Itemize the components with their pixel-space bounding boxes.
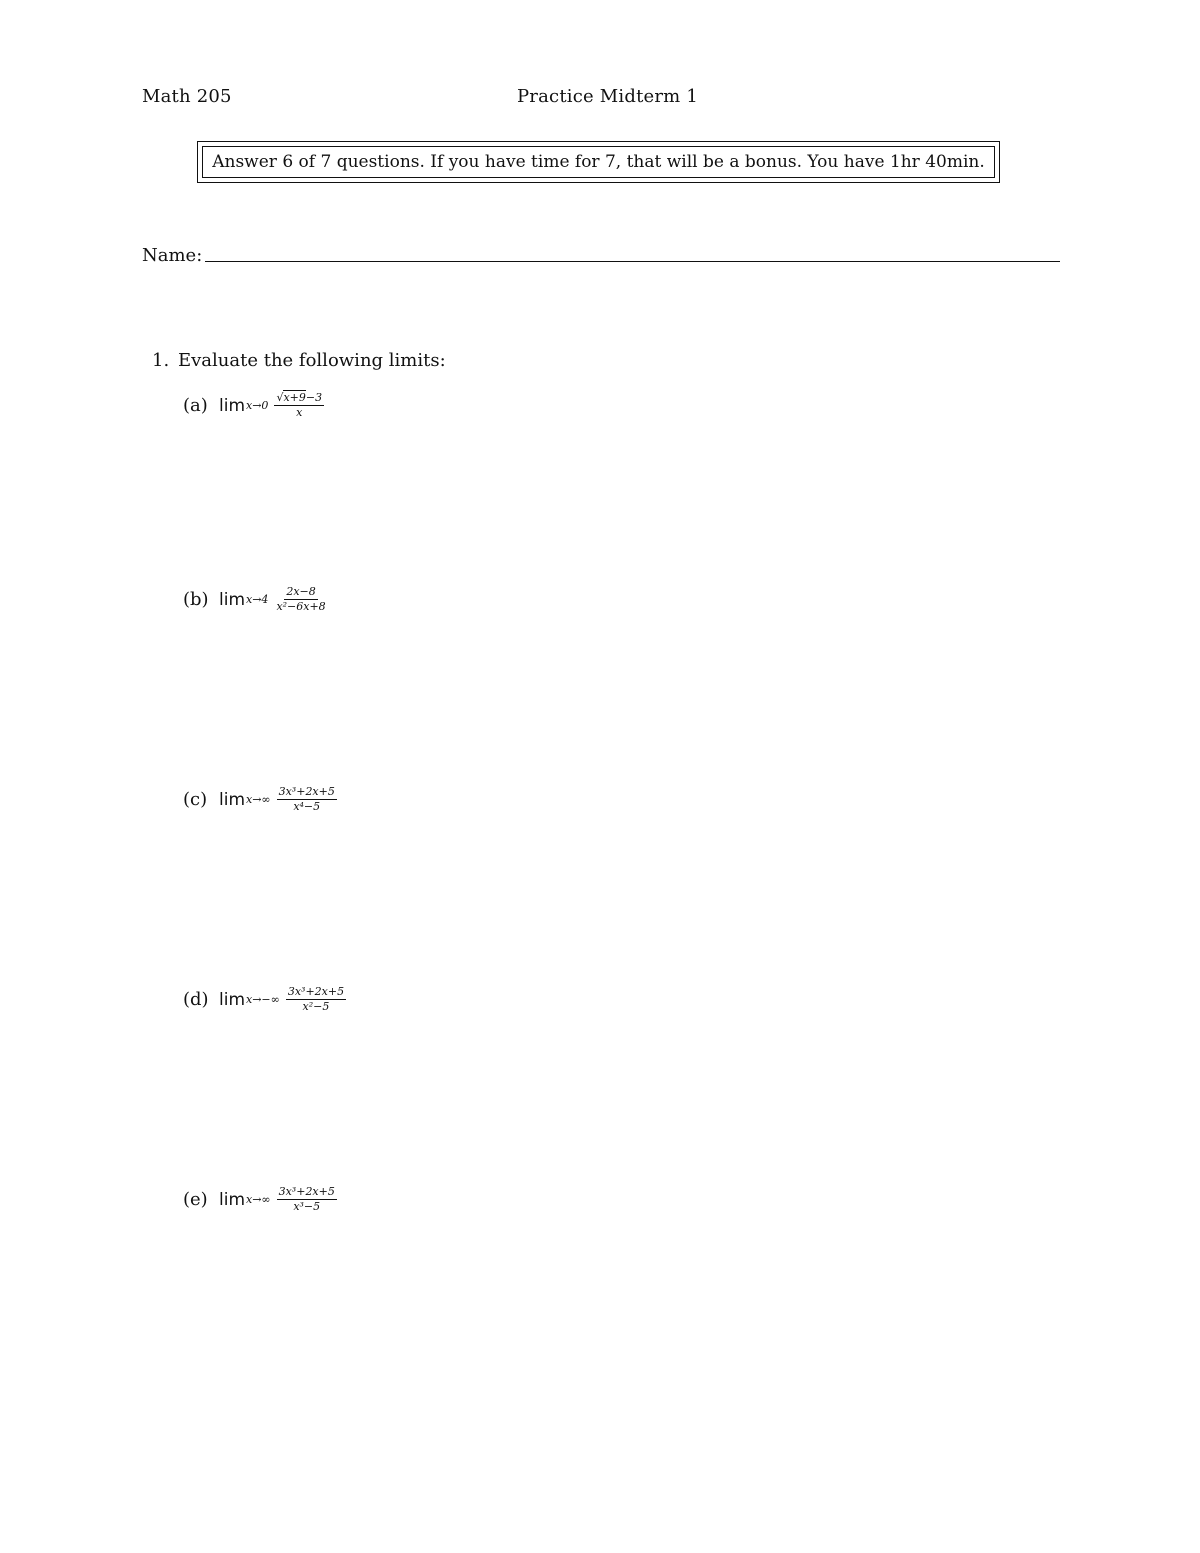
denominator: x²−5 (302, 1000, 330, 1013)
lim-operator: lim (219, 589, 246, 610)
part-e (183, 1186, 337, 1213)
instructions-box (197, 141, 1000, 183)
question-1 (152, 350, 446, 371)
numerator: 3x³+2x+5 (287, 985, 345, 998)
fraction (286, 986, 346, 1013)
part-d (183, 986, 346, 1013)
denominator: x³−5 (293, 1200, 321, 1213)
fraction (274, 586, 327, 613)
numerator-rest: −3 (305, 391, 323, 404)
instructions-text: Answer 6 of 7 questions. If you have time for 7, that will be a bonus. You have 1hr 40min. (202, 146, 995, 178)
lim-approach: x→0 (246, 399, 269, 412)
lim-operator: lim (219, 1189, 246, 1210)
denominator: x⁴−5 (293, 800, 321, 813)
part-c (183, 786, 337, 813)
page-title: Practice Midterm 1 (517, 86, 699, 107)
denominator: x (296, 406, 303, 419)
question-prompt: Evaluate the following limits: (178, 350, 446, 371)
numerator: 3x³+2x+5 (278, 1185, 335, 1198)
part-b (183, 586, 328, 613)
numerator: 2x−8 (286, 585, 316, 598)
fraction (277, 786, 337, 813)
numerator: 3x³+2x+5 (278, 785, 335, 798)
denominator: x²−6x+8 (276, 600, 326, 613)
numerator: √x+9−3 (276, 391, 323, 404)
lim-approach: x→∞ (246, 793, 271, 806)
name-label: Name: (142, 245, 203, 266)
part-label: (c) (183, 789, 208, 810)
part-label: (d) (183, 989, 209, 1010)
question-number: 1. (152, 350, 170, 371)
lim-operator: lim (219, 789, 246, 810)
lim-operator: lim (219, 395, 246, 416)
lim-approach: x→∞ (246, 1193, 271, 1206)
course-name: Math 205 (142, 86, 232, 107)
fraction (277, 1186, 337, 1213)
part-label: (a) (183, 395, 208, 416)
radicand: x+9 (283, 391, 306, 404)
name-input-line[interactable] (205, 261, 1060, 262)
lim-approach: x→−∞ (246, 993, 280, 1006)
part-label: (e) (183, 1189, 208, 1210)
part-a (183, 392, 324, 419)
fraction (274, 392, 324, 419)
part-label: (b) (183, 589, 209, 610)
lim-operator: lim (219, 989, 246, 1010)
lim-approach: x→4 (246, 593, 269, 606)
